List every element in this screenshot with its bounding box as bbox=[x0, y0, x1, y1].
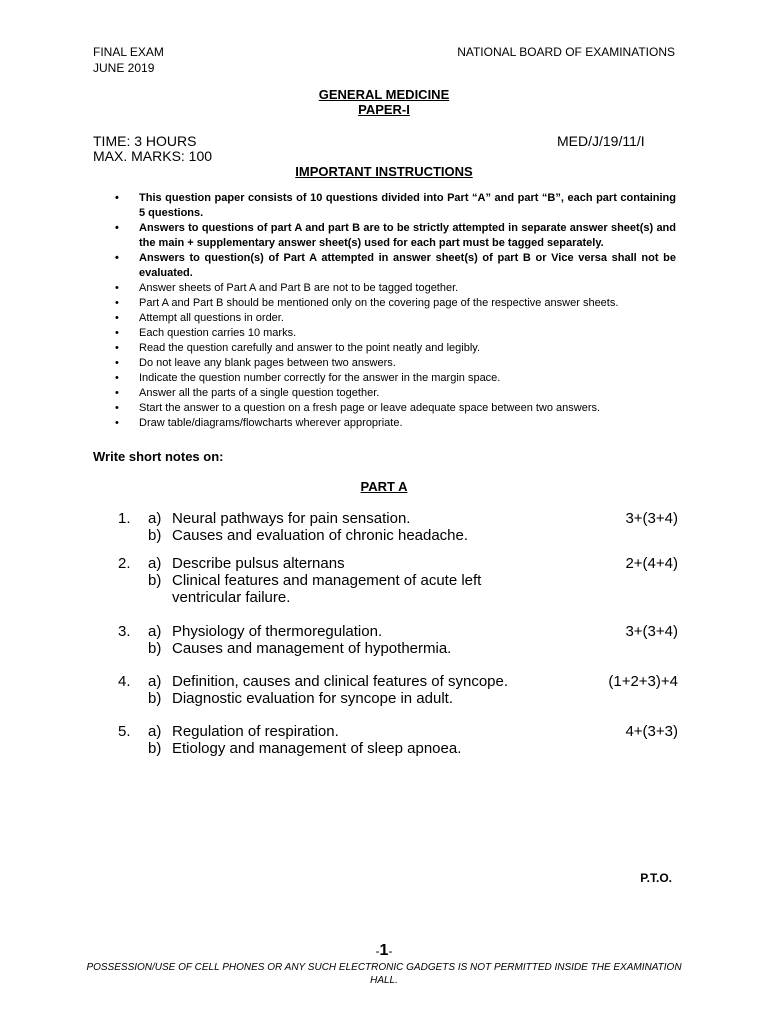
question-3 bbox=[118, 623, 678, 657]
question-part-b bbox=[118, 640, 678, 657]
part-letter: a) bbox=[148, 723, 162, 740]
paper-title: PAPER-I bbox=[358, 102, 410, 117]
part-text: Neural pathways for pain sensation. bbox=[172, 510, 411, 527]
question-part-a bbox=[118, 623, 678, 640]
part-letter: a) bbox=[148, 673, 162, 690]
page-number-dash: - bbox=[375, 944, 380, 958]
board-name: NATIONAL BOARD OF EXAMINATIONS bbox=[457, 45, 675, 59]
part-text: Physiology of thermoregulation. bbox=[172, 623, 383, 640]
question-4 bbox=[118, 673, 678, 707]
question-part-b bbox=[118, 740, 678, 757]
part-letter: b) bbox=[148, 572, 162, 589]
part-letter: b) bbox=[148, 640, 162, 657]
time-allowed: TIME: 3 HOURS bbox=[93, 133, 197, 149]
question-part-a bbox=[118, 555, 678, 572]
part-text: Regulation of respiration. bbox=[172, 723, 339, 740]
instruction-item: • Answers to question(s) of Part A attempted in answer sheet(s) of part B or Vice versa shall not be evaluated. bbox=[108, 251, 676, 281]
part-text: Definition, causes and clinical features of syncope. bbox=[172, 673, 509, 690]
instruction-item: • Answers to questions of part A and part B are to be strictly attempted in separate answer sheet(s) and the main + supplementary answer sheet(s) used for each part must be tagged separately. bbox=[108, 221, 676, 251]
question-part-a bbox=[118, 723, 678, 740]
part-text: Diagnostic evaluation for syncope in adult. bbox=[172, 690, 454, 707]
instruction-item: • Part A and Part B should be mentioned only on the covering page of the respective answer sheets. bbox=[108, 296, 676, 311]
page-number-dash: - bbox=[388, 944, 393, 958]
part-letter: b) bbox=[148, 740, 162, 757]
question-5 bbox=[118, 723, 678, 757]
question-number: 1. bbox=[118, 510, 131, 527]
instructions-heading: IMPORTANT INSTRUCTIONS bbox=[295, 164, 473, 179]
footer-warning-cont: HALL. bbox=[370, 975, 398, 986]
question-part-a bbox=[118, 510, 678, 527]
max-marks: MAX. MARKS: 100 bbox=[93, 148, 213, 164]
part-text: Describe pulsus alternans bbox=[172, 555, 345, 572]
question-marks: 4+(3+3) bbox=[625, 723, 678, 740]
instruction-item: • This question paper consists of 10 questions divided into Part “A” and part “B”, each part containing 5 questions. bbox=[108, 191, 676, 221]
section-prompt: Write short notes on: bbox=[93, 449, 224, 464]
exam-label: FINAL EXAM bbox=[93, 45, 164, 59]
question-marks: (1+2+3)+4 bbox=[608, 673, 678, 690]
part-letter: b) bbox=[148, 527, 162, 544]
part-letter: a) bbox=[148, 555, 162, 572]
question-number: 2. bbox=[118, 555, 131, 572]
question-marks: 3+(3+4) bbox=[625, 510, 678, 527]
instruction-item: • Answer sheets of Part A and Part B are not to be tagged together. bbox=[108, 281, 676, 296]
page-number-value: 1 bbox=[379, 942, 389, 959]
instruction-item: • Each question carries 10 marks. bbox=[108, 326, 676, 341]
pto-note: P.T.O. bbox=[640, 871, 672, 885]
part-text: Clinical features and management of acute left ventricular failure. bbox=[172, 572, 482, 606]
instruction-item: • Read the question carefully and answer to the point neatly and legibly. bbox=[108, 341, 676, 356]
question-part-b bbox=[118, 527, 678, 544]
instruction-item: • Indicate the question number correctly for the answer in the margin space. bbox=[108, 371, 676, 386]
instructions-list bbox=[108, 191, 676, 431]
instruction-item: • Start the answer to a question on a fresh page or leave adequate space between two answers. bbox=[108, 401, 676, 416]
instruction-item: • Answer all the parts of a single question together. bbox=[108, 386, 676, 401]
instruction-item: • Attempt all questions in order. bbox=[108, 311, 676, 326]
part-letter: a) bbox=[148, 623, 162, 640]
instruction-item: • Draw table/diagrams/flowcharts wherever appropriate. bbox=[108, 416, 676, 431]
question-part-b bbox=[118, 572, 517, 606]
part-letter: a) bbox=[148, 510, 162, 527]
footer-warning: POSSESSION/USE OF CELL PHONES OR ANY SUCH ELECTRONIC GADGETS IS NOT PERMITTED INSIDE THE EXAMINATION bbox=[86, 962, 682, 973]
question-marks: 2+(4+4) bbox=[625, 555, 678, 572]
subject-title: GENERAL MEDICINE bbox=[318, 87, 450, 102]
question-number: 5. bbox=[118, 723, 131, 740]
part-text: Causes and evaluation of chronic headache. bbox=[172, 527, 469, 544]
exam-date: JUNE 2019 bbox=[93, 61, 155, 75]
question-number: 4. bbox=[118, 673, 131, 690]
question-part-a bbox=[118, 673, 678, 690]
question-1 bbox=[118, 510, 678, 544]
part-letter: b) bbox=[148, 690, 162, 707]
question-part-b bbox=[118, 690, 678, 707]
question-marks: 3+(3+4) bbox=[625, 623, 678, 640]
paper-code: MED/J/19/11/I bbox=[557, 133, 645, 149]
part-heading: PART A bbox=[360, 479, 408, 494]
part-text: Etiology and management of sleep apnoea. bbox=[172, 740, 462, 757]
page-number bbox=[0, 942, 768, 960]
question-2 bbox=[118, 555, 678, 606]
instruction-item: • Do not leave any blank pages between two answers. bbox=[108, 356, 676, 371]
question-number: 3. bbox=[118, 623, 131, 640]
part-text: Causes and management of hypothermia. bbox=[172, 640, 452, 657]
